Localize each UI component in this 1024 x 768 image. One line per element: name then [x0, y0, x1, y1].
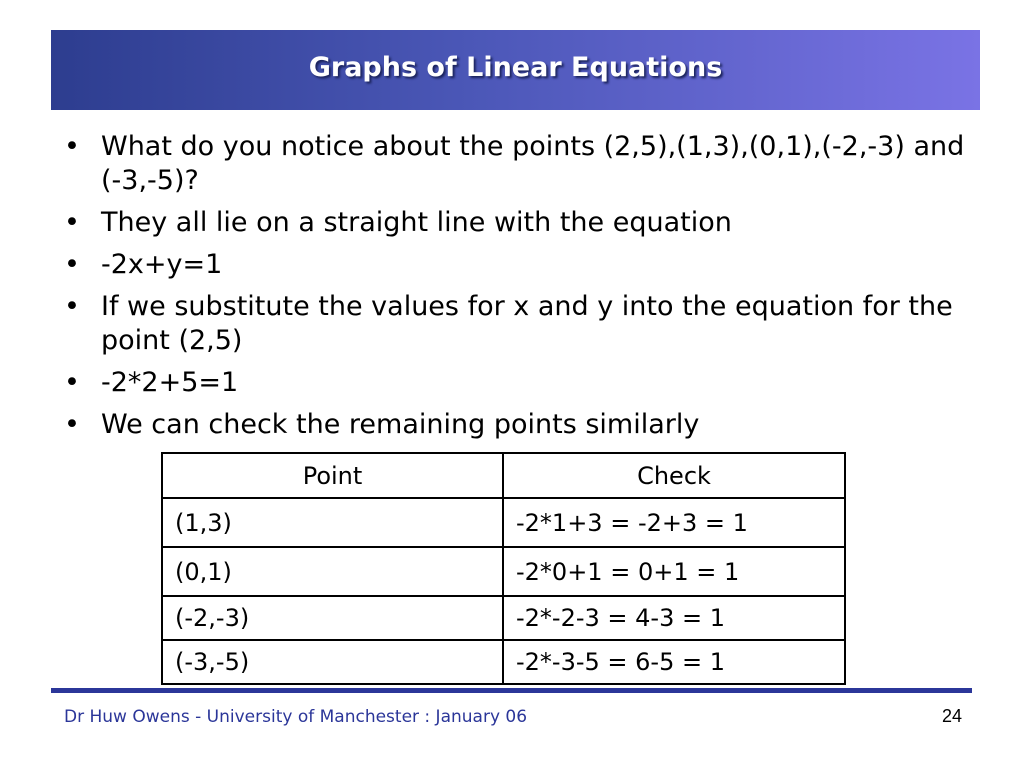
- bullet-item: [64, 366, 974, 400]
- bullet-item: [64, 248, 974, 282]
- bullet-list: [64, 130, 974, 450]
- bullet-icon: •: [64, 131, 80, 162]
- bullet-text: We can check the remaining points similarly: [101, 409, 700, 440]
- bullet-item: [64, 130, 974, 198]
- table-row: [162, 498, 845, 547]
- page-number: 24: [941, 706, 962, 726]
- table-cell-point: (1,3): [162, 498, 503, 547]
- bullet-icon: •: [64, 367, 80, 398]
- table-cell-check: -2*0+1 = 0+1 = 1: [503, 547, 845, 596]
- bullet-item: [64, 290, 974, 358]
- table-header-row: [162, 453, 845, 498]
- bullet-text: What do you notice about the points (2,5),(1,3),(0,1),(-2,-3) and (-3,-5)?: [101, 131, 965, 196]
- bullet-icon: •: [64, 291, 80, 322]
- bullet-text: -2x+y=1: [101, 249, 223, 280]
- slide-title: Graphs of Linear Equations: [308, 52, 723, 83]
- table-header-point: Point: [162, 453, 503, 498]
- table-row: [162, 640, 845, 684]
- bullet-item: [64, 206, 974, 240]
- table-cell-point: (0,1): [162, 547, 503, 596]
- bullet-text: If we substitute the values for x and y into the equation for the point (2,5): [101, 291, 953, 356]
- table-cell-check: -2*-2-3 = 4-3 = 1: [503, 596, 845, 640]
- table-cell-point: (-3,-5): [162, 640, 503, 684]
- footer-divider: [51, 688, 972, 693]
- bullet-text: They all lie on a straight line with the equation: [101, 207, 732, 238]
- bullet-icon: •: [64, 409, 80, 440]
- table-row: [162, 596, 845, 640]
- point-check-table: [161, 452, 846, 685]
- table-cell-check: -2*-3-5 = 6-5 = 1: [503, 640, 845, 684]
- footer-text: Dr Huw Owens - University of Manchester : January 06: [64, 707, 528, 727]
- table-cell-check: -2*1+3 = -2+3 = 1: [503, 498, 845, 547]
- bullet-icon: •: [64, 249, 80, 280]
- table-header-check: Check: [503, 453, 845, 498]
- table-cell-point: (-2,-3): [162, 596, 503, 640]
- bullet-text: -2*2+5=1: [101, 367, 239, 398]
- bullet-icon: •: [64, 207, 80, 238]
- title-bar: [51, 30, 980, 110]
- table-row: [162, 547, 845, 596]
- bullet-item: [64, 408, 974, 442]
